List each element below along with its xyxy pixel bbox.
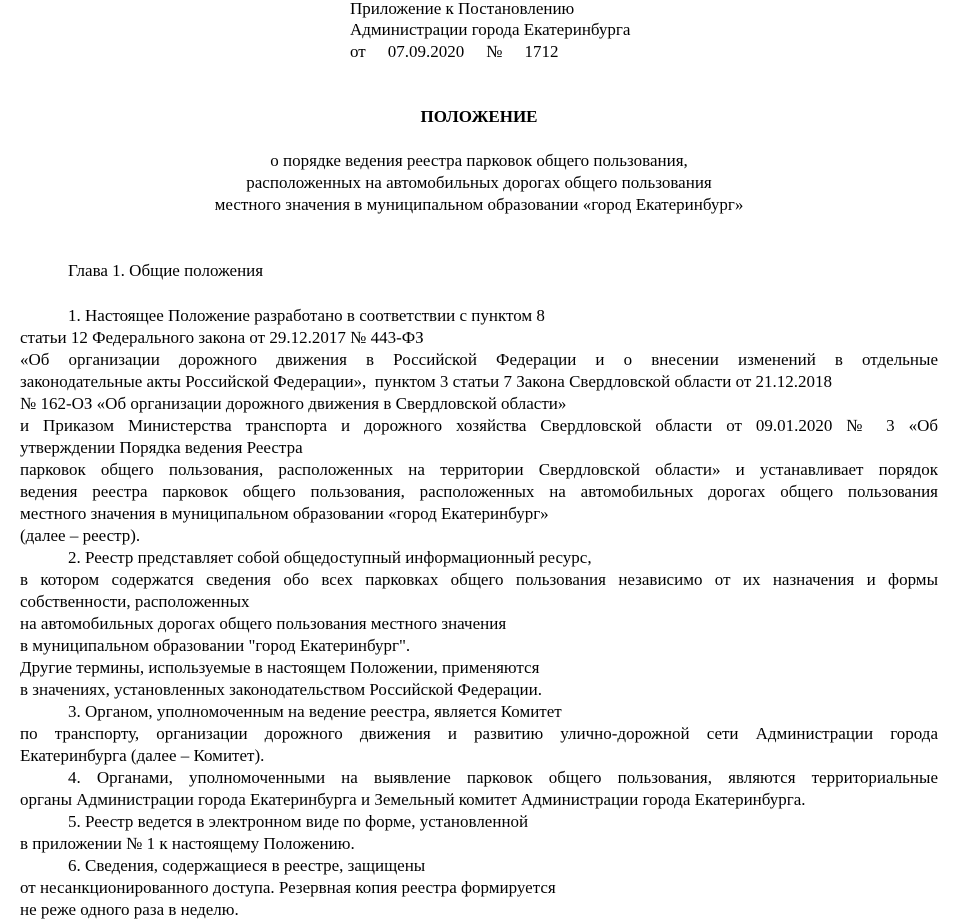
text-line: в приложении № 1 к настоящему Положению. [20,834,355,853]
text-line: на автомобильных дорогах общего пользования местного значения [20,614,507,633]
text-line: местного значения в муниципальном образовании «город Екатеринбург» [20,504,549,523]
text-line: в котором содержатся сведения обо всех парковках общего пользования независимо от их назначения и формы [20,570,938,589]
text-line: Другие термины, используемые в настоящем Положении, применяются [20,658,540,677]
header-line-3 [350,41,558,63]
header-date: 07.09.2020 [387,42,465,61]
text-line: (далее – реестр). [20,526,141,545]
text-line: органы Администрации города Екатеринбурга и Земельный комитет Администрации города Екатеринбурга. [20,790,806,809]
text-line: 3. Органом, уполномоченным на ведение реестра, является Комитет [68,702,562,721]
text-line: Екатеринбурга (далее – Комитет). [20,746,265,765]
text-line: не реже одного раза в неделю. [20,900,239,919]
header-number: 1712 [524,42,559,61]
text-line: ведения реестра парковок общего пользования, расположенных на автомобильных дорогах общего пользования [20,482,938,501]
page-title: ПОЛОЖЕНИЕ [420,107,538,126]
text-line: статьи 12 Федерального закона от 29.12.2017 № 443-ФЗ [20,328,424,347]
header-prefix: от [350,42,366,61]
text-line: по транспорту, организации дорожного движения и развитию улично-дорожной сети Администрации города [20,724,938,743]
text-line: парковок общего пользования, расположенных на территории Свердловской области» и устанавливает порядок [20,460,938,479]
text-line: 1. Настоящее Положение разработано в соответствии с пунктом 8 [68,306,545,325]
text-line: 5. Реестр ведется в электронном виде по форме, установленной [68,812,529,831]
text-line: 2. Реестр представляет собой общедоступный информационный ресурс, [68,548,592,567]
subtitle-line-2: расположенных на автомобильных дорогах общего пользования [246,173,712,192]
chapter-heading: Глава 1. Общие положения [68,261,264,280]
text-line: 6. Сведения, содержащиеся в реестре, защищены [68,856,426,875]
header-line-2: Администрации города Екатеринбурга [350,20,631,39]
text-line: утверждении Порядка ведения Реестра [20,438,303,457]
text-line: от несанкционированного доступа. Резервная копия реестра формируется [20,878,556,897]
text-line: законодательные акты Российской Федерации», пунктом 3 статьи 7 Закона Свердловской области от 21.12.2018 [20,372,833,391]
subtitle-line-3: местного значения в муниципальном образовании «город Екатеринбург» [214,195,744,214]
text-line: собственности, расположенных [20,592,250,611]
text-line: в значениях, установленных законодательством Российской Федерации. [20,680,542,699]
text-line: «Об организации дорожного движения в Российской Федерации и о внесении изменений в отдельные [20,350,938,369]
text-line: и Приказом Министерства транспорта и дорожного хозяйства Свердловской области от 09.01.2020 № 3 «Об [20,416,938,435]
header-line-1: Приложение к Постановлению [350,0,575,18]
text-line: в муниципальном образовании "город Екатеринбург". [20,636,411,655]
header-number-sign: № [486,42,503,61]
text-line: 4. Органами, уполномоченными на выявление парковок общего пользования, являются территориальные [68,768,938,787]
text-line: № 162-ОЗ «Об организации дорожного движения в Свердловской области» [20,394,567,413]
subtitle-line-1: о порядке ведения реестра парковок общего пользования, [270,151,688,170]
